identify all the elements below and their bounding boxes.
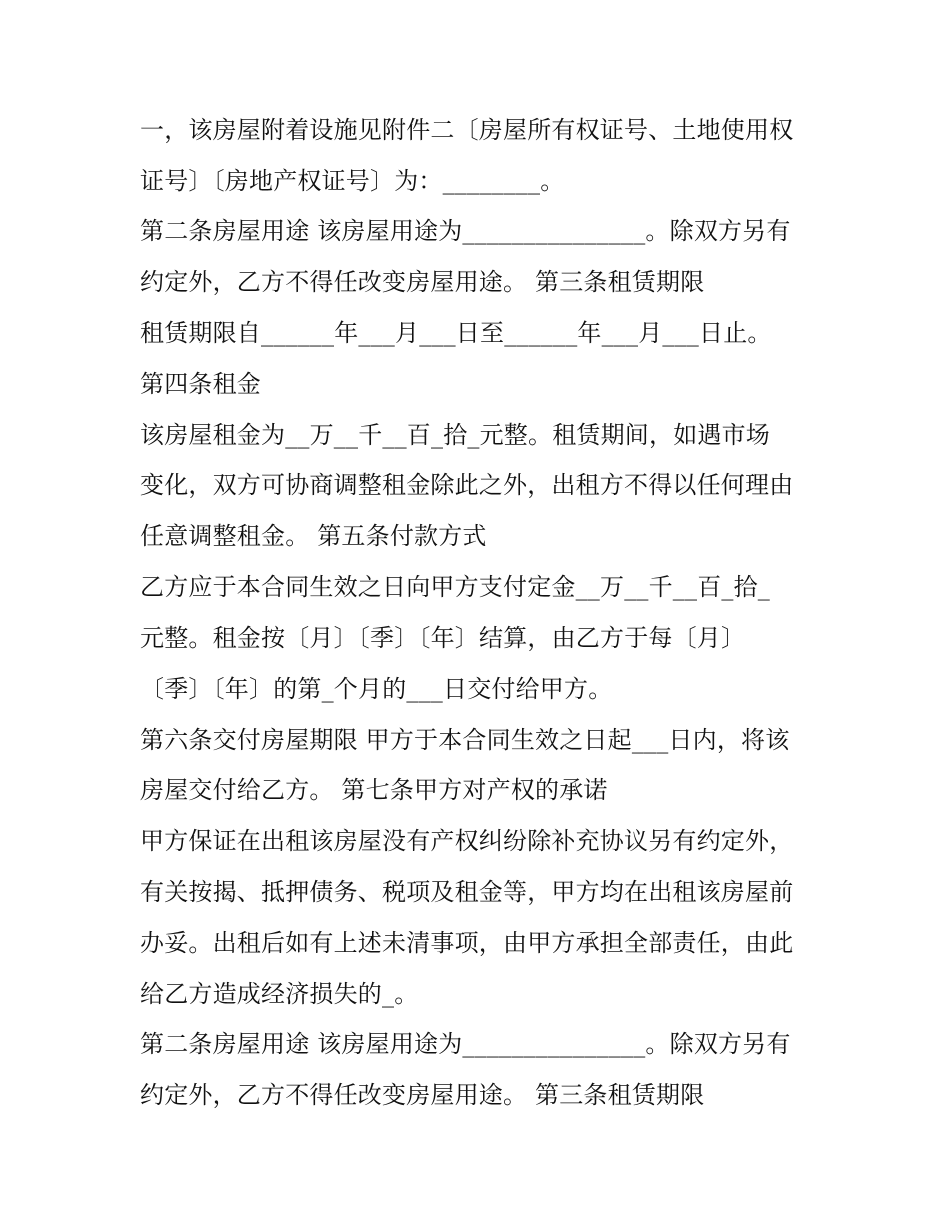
text-line: 该房屋租金为__万__千__百_拾_元整。租赁期间，如遇市场 bbox=[140, 421, 770, 449]
text-line: 房屋交付给乙方。 第七条甲方对产权的承诺 bbox=[140, 776, 608, 804]
text-line: 甲方保证在出租该房屋没有产权纠纷除补充协议另有约定外， bbox=[140, 827, 794, 855]
text-line: 办妥。出租后如有上述未清事项，由甲方承担全部责任，由此 bbox=[140, 929, 794, 957]
text-line: 约定外，乙方不得任改变房屋用途。 第三条租赁期限 bbox=[140, 268, 705, 296]
text-line: 租赁期限自______年___月___日至______年___月___日止。 bbox=[140, 319, 772, 347]
text-line: 变化，双方可协商调整租金除此之外，出租方不得以任何理由 bbox=[140, 471, 794, 499]
section-heading: 第四条租金 bbox=[140, 370, 261, 398]
text-line: 一，该房屋附着设施见附件二〔房屋所有权证号、土地使用权 bbox=[140, 116, 794, 144]
text-line: 元整。租金按〔月〕〔季〕〔年〕结算，由乙方于每〔月〕 bbox=[140, 624, 746, 652]
text-line: 〔季〕〔年〕的第_个月的___日交付给甲方。 bbox=[140, 675, 613, 703]
text-line: 证号〕〔房地产权证号〕为：________。 bbox=[140, 167, 565, 195]
text-line: 约定外，乙方不得任改变房屋用途。 第三条租赁期限 bbox=[140, 1081, 705, 1109]
text-line: 有关按揭、抵押债务、税项及租金等，甲方均在出租该房屋前 bbox=[140, 878, 794, 906]
text-line: 第六条交付房屋期限 甲方于本合同生效之日起___日内，将该 bbox=[140, 726, 790, 754]
text-line: 第二条房屋用途 该房屋用途为_______________。除双方另有 bbox=[140, 217, 791, 245]
text-line: 任意调整租金。 第五条付款方式 bbox=[140, 522, 487, 550]
text-line: 给乙方造成经济损失的_。 bbox=[140, 980, 419, 1008]
text-line: 乙方应于本合同生效之日向甲方支付定金__万__千__百_拾_ bbox=[140, 573, 770, 601]
text-line: 第二条房屋用途 该房屋用途为_______________。除双方另有 bbox=[140, 1030, 791, 1058]
